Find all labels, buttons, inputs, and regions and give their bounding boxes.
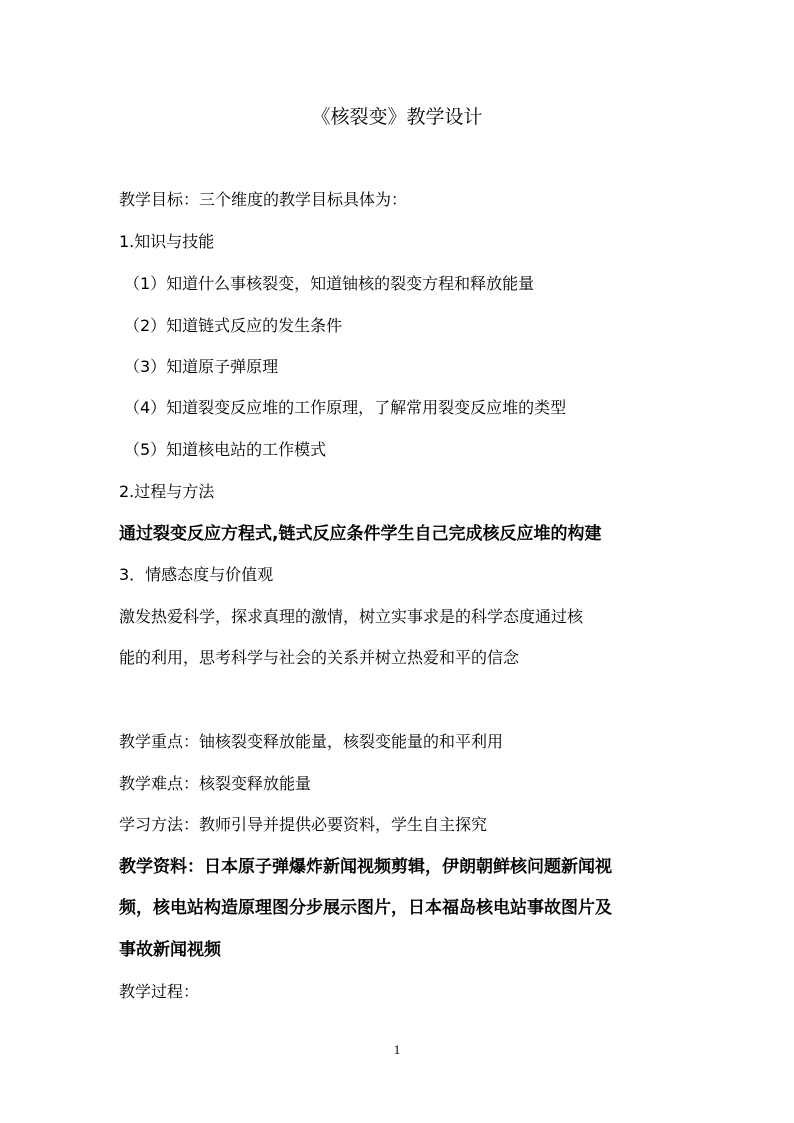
learning-method: 学习方法：教师引导并提供必要资料，学生自主探究	[119, 815, 488, 834]
section1-item-5: （5）知道核电站的工作模式	[124, 440, 327, 459]
section1-item-4: （4）知道裂变反应堆的工作原理，了解常用裂变反应堆的类型	[124, 398, 567, 417]
page-number: 1	[393, 1042, 401, 1057]
section2-heading: 2.过程与方法	[119, 482, 215, 501]
difficulty: 教学难点：核裂变释放能量	[119, 774, 312, 793]
materials-line-1: 教学资料：日本原子弹爆炸新闻视频剪辑，伊朗朝鲜核问题新闻视	[119, 857, 612, 877]
section3-heading: 3．情感态度与价值观	[119, 565, 274, 584]
section1-item-1: （1）知道什么事核裂变，知道铀核的裂变方程和释放能量	[124, 274, 535, 293]
document-title: 《核裂变》教学设计	[311, 106, 483, 128]
key-point: 教学重点：铀核裂变释放能量，核裂变能量的和平利用	[119, 732, 504, 751]
process-label: 教学过程：	[119, 982, 200, 1001]
section3-line-2: 能的利用，思考科学与社会的关系并树立热爱和平的信念	[119, 648, 520, 667]
section1-item-2: （2）知道链式反应的发生条件	[124, 316, 343, 335]
section1-heading: 1.知识与技能	[119, 232, 215, 251]
objectives-intro: 教学目标：三个维度的教学目标具体为：	[119, 190, 408, 209]
materials-line-2: 频，核电站构造原理图分步展示图片，日本福岛核电站事故图片及	[119, 898, 612, 918]
section3-line-1: 激发热爱科学，探求真理的激情，树立实事求是的科学态度通过核	[119, 607, 584, 626]
section1-item-3: （3）知道原子弹原理	[124, 357, 279, 376]
section2-text: 通过裂变反应方程式,链式反应条件学生自己完成核反应堆的构建	[119, 524, 602, 544]
materials-line-3: 事故新闻视频	[119, 940, 221, 960]
